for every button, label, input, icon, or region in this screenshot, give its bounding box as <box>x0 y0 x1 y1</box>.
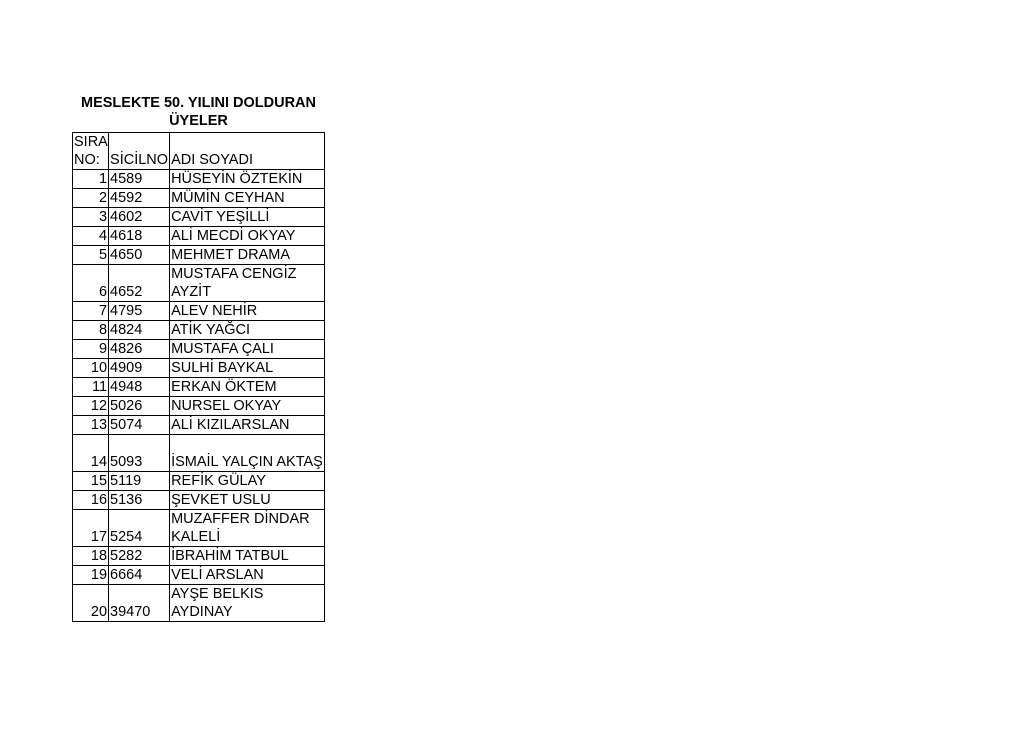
row-no: 11 <box>73 378 109 397</box>
table-row <box>73 416 325 435</box>
table-row <box>73 340 325 359</box>
table-row <box>73 566 325 585</box>
row-sicil: 4618 <box>109 227 170 246</box>
row-sicil: 5026 <box>109 397 170 416</box>
row-sicil: 4652 <box>109 265 170 302</box>
row-name: ERKAN ÖKTEM <box>170 378 325 397</box>
row-no: 19 <box>73 566 109 585</box>
header-row <box>73 133 325 170</box>
row-no: 10 <box>73 359 109 378</box>
row-no: 2 <box>73 189 109 208</box>
row-sicil: 5136 <box>109 491 170 510</box>
document-title: MESLEKTE 50. YILINI DOLDURAN ÜYELER <box>81 95 316 129</box>
table-row <box>73 472 325 491</box>
row-sicil: 4602 <box>109 208 170 227</box>
row-name: İBRAHİM TATBUL <box>170 547 325 566</box>
row-sicil: 5254 <box>109 510 170 547</box>
row-name: NURSEL OKYAY <box>170 397 325 416</box>
row-sicil: 6664 <box>109 566 170 585</box>
row-sicil: 4650 <box>109 246 170 265</box>
row-name: İSMAİL YALÇIN AKTAŞ <box>170 435 325 472</box>
row-name: VELİ ARSLAN <box>170 566 325 585</box>
row-no: 1 <box>73 170 109 189</box>
table-row <box>73 189 325 208</box>
row-name: HÜSEYİN ÖZTEKİN <box>170 170 325 189</box>
table-row <box>73 170 325 189</box>
row-name: ALİ KIZILARSLAN <box>170 416 325 435</box>
row-sicil: 4826 <box>109 340 170 359</box>
row-name: MUSTAFA ÇALI <box>170 340 325 359</box>
table-row <box>73 491 325 510</box>
row-name: SULHİ BAYKAL <box>170 359 325 378</box>
table-row <box>73 302 325 321</box>
row-sicil: 4589 <box>109 170 170 189</box>
row-no: 20 <box>73 585 109 622</box>
row-no: 13 <box>73 416 109 435</box>
row-sicil: 4824 <box>109 321 170 340</box>
row-name: ALİ MECDİ OKYAY <box>170 227 325 246</box>
row-name: MEHMET DRAMA <box>170 246 325 265</box>
table-row <box>73 208 325 227</box>
row-no: 12 <box>73 397 109 416</box>
header-name: ADI SOYADI <box>170 133 325 170</box>
row-name: ŞEVKET USLU <box>170 491 325 510</box>
row-name: MUZAFFER DİNDAR KALELİ <box>170 510 325 547</box>
row-no: 16 <box>73 491 109 510</box>
table-row <box>73 246 325 265</box>
row-no: 14 <box>73 435 109 472</box>
header-sicil: SİCİLNO <box>109 133 170 170</box>
table-row <box>73 547 325 566</box>
row-name: ALEV NEHİR <box>170 302 325 321</box>
row-sicil: 5074 <box>109 416 170 435</box>
row-name: CAVİT YEŞİLLİ <box>170 208 325 227</box>
row-sicil: 4592 <box>109 189 170 208</box>
table-row <box>73 510 325 547</box>
table-row <box>73 397 325 416</box>
row-sicil: 5119 <box>109 472 170 491</box>
row-no: 18 <box>73 547 109 566</box>
row-no: 7 <box>73 302 109 321</box>
row-name: MUSTAFA CENGİZ AYZİT <box>170 265 325 302</box>
row-no: 4 <box>73 227 109 246</box>
row-name: AYŞE BELKIS AYDINAY <box>170 585 325 622</box>
row-sicil: 4948 <box>109 378 170 397</box>
table-row <box>73 227 325 246</box>
row-no: 6 <box>73 265 109 302</box>
row-no: 8 <box>73 321 109 340</box>
row-no: 15 <box>73 472 109 491</box>
table-row <box>73 378 325 397</box>
table-row <box>73 359 325 378</box>
row-sicil: 5282 <box>109 547 170 566</box>
row-sicil: 4909 <box>109 359 170 378</box>
members-table <box>72 132 325 622</box>
row-name: REFİK GÜLAY <box>170 472 325 491</box>
table-row <box>73 585 325 622</box>
row-sicil: 4795 <box>109 302 170 321</box>
row-sicil: 39470 <box>109 585 170 622</box>
row-sicil: 5093 <box>109 435 170 472</box>
row-no: 3 <box>73 208 109 227</box>
row-no: 9 <box>73 340 109 359</box>
header-no: SIRA NO: <box>74 134 108 168</box>
row-no: 17 <box>73 510 109 547</box>
table-row <box>73 265 325 302</box>
row-no: 5 <box>73 246 109 265</box>
table-row <box>73 321 325 340</box>
row-name: MÜMİN CEYHAN <box>170 189 325 208</box>
row-name: ATİK YAĞCI <box>170 321 325 340</box>
table-row <box>73 435 325 472</box>
